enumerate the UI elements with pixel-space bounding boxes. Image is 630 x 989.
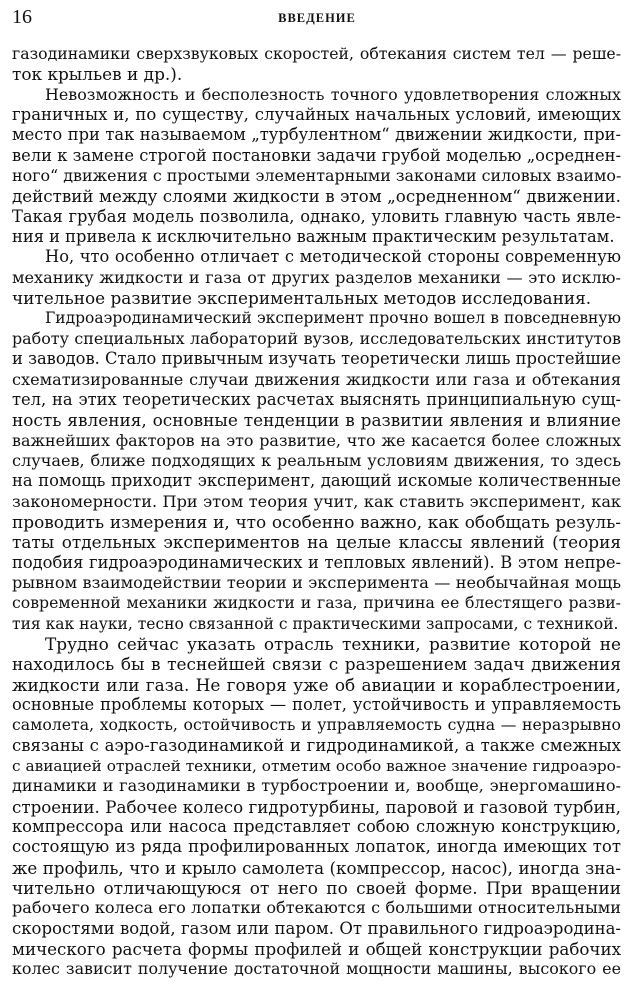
text-line: ток крыльев и др.). [12, 64, 183, 85]
text-line: на помощь приходит эксперимент, дающий искомые количественные [12, 471, 621, 491]
text-line: подобия гидроаэродинамических и тепловых явлений). В этом непре- [12, 552, 621, 572]
text-line: случаев, ближе подходящих к реальным условиям движения, то здесь [12, 450, 621, 470]
text-line: Трудно сейчас указать отрасль техники, развитие которой не [45, 633, 621, 654]
text-line: рывном взаимодействии теории и эксперимента — необычайная мощь [12, 572, 621, 592]
text-line: граничных и, по существу, случайных начальных условий, имеющих [12, 105, 621, 125]
text-line: состоящую из ряда профилированных лопаток, иногда имеющих тот [12, 837, 621, 857]
text-line: с авиацией отраслей техники, отметим особо важное значение гидроаэро- [12, 757, 621, 776]
text-line: ность явления, основные тенденции в развитии явления и влияние [12, 410, 621, 431]
text-line: связаны с аэро-газодинамикой и гидродинамикой, а также смежных [12, 735, 621, 755]
text-line: основные проблемы которых — полет, устойчивость и управляемость [12, 695, 621, 714]
text-line: проводить измерения и, что особенно важно, как обобщать резуль- [12, 511, 621, 532]
running-title: ВВЕДЕНИЕ [278, 11, 356, 25]
text-line: тия как науки, тесно связанной с практическими запросами, с техникой. [12, 614, 619, 633]
running-head [12, 6, 622, 28]
text-line: действий между слоями жидкости в этом „осредненном“ движении. [12, 186, 621, 207]
text-line: чительно отличающуюся от него по своей форме. При вращении [12, 878, 621, 899]
text-line: Но, что особенно отличает с методической стороны современную [45, 247, 621, 267]
text-line: Невозможность и бесполезность точного удовлетворения сложных [45, 84, 621, 104]
text-line: рабочего колеса его лопатки обтекаются с большими относительными [12, 898, 621, 918]
text-line: динамики и газодинамики в турбостроении и, вообще, энергомашино- [12, 776, 621, 796]
text-line: закономерности. При этом теория учит, как ставить эксперимент, как [12, 491, 621, 511]
text-line: самолета, ходкость, остойчивость и управляемость судна — неразрывно [12, 715, 621, 735]
text-line: колес зависит получение достаточной мощности машины, высокого ее [12, 959, 621, 979]
text-line: Такая грубая модель позволила, однако, уловить главную часть явле- [12, 206, 621, 226]
text-line: Гидроаэродинамический эксперимент прочно вошел в повседневную [45, 309, 621, 328]
text-line: мического расчета формы профилей и общей конструкции рабочих [12, 939, 621, 960]
text-line: современной механики жидкости и газа, причина ее блестящего разви- [12, 593, 621, 613]
body-text [12, 44, 621, 980]
text-line: строении. Рабочее колесо гидротурбины, паровой и газовой турбин, [12, 796, 621, 817]
text-line: важнейших факторов на это развитие, что же касается более сложных [12, 430, 621, 450]
text-line: и заводов. Стало привычным изучать теоретически лишь простейшие [12, 349, 621, 369]
text-line: таты отдельных экспериментов на целые классы явлений (теория [12, 532, 621, 553]
text-line: находилось бы в теснейшей связи с разрешением задач движения [12, 654, 621, 675]
page-number: 16 [12, 6, 32, 28]
text-line: жидкости или газа. Не говоря уже об авиации и кораблестроении, [12, 674, 621, 695]
text-line: скоростями водой, газом или паром. От правильного гидроаэродина- [12, 918, 621, 938]
text-line: чительное развитие экспериментальных методов исследования. [12, 288, 592, 309]
text-line: ного“ движения с простыми элементарными законами силовых взаимо- [12, 166, 621, 186]
text-line: вели к замене строгой постановки задачи грубой моделью „осреднен- [12, 145, 621, 165]
text-line: механику жидкости и газа от других разделов механики — это исклю- [12, 267, 621, 287]
text-line: место при так называемом „турбулентном“ движении жидкости, при- [12, 125, 621, 145]
text-line: работу специальных лабораторий вузов, исследовательских институтов [12, 328, 621, 348]
text-line: газодинамики сверхзвуковых скоростей, обтекания систем тел — реше- [12, 44, 621, 63]
text-line: компрессора или насоса представляет собою сложную конструкцию, [12, 817, 621, 837]
text-line: схематизированные случаи движения жидкости или газа и обтекания [12, 369, 621, 389]
text-line: же профиль, что и крыло самолета (компрессор, насос), иногда зна- [12, 857, 621, 878]
text-line: ния и привела к исключительно важным практическим результатам. [12, 227, 615, 247]
text-line: тел, на этих теоретических расчетах выяснять принципиальную сущ- [12, 389, 621, 409]
